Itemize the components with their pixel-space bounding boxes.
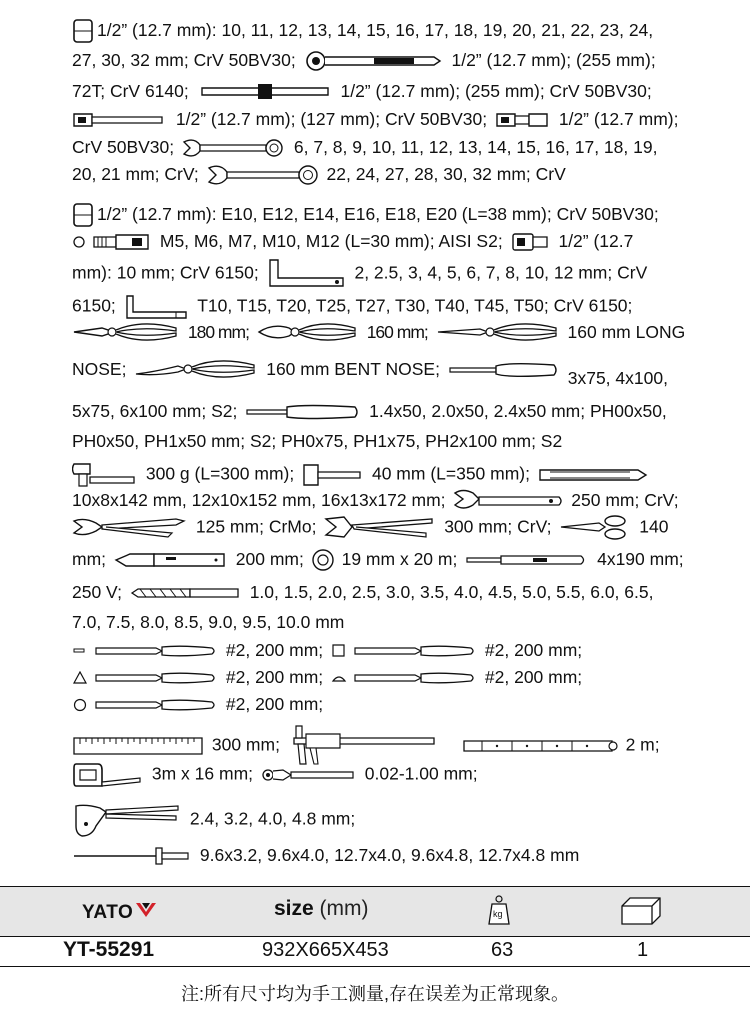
insulating-tape-icon [312,549,334,571]
combination-wrench-large-icon [207,165,319,185]
spec-line-15: 300 g (L=300 mm); 40 mm (L=350 mm); [72,462,686,488]
scissors-icon [559,515,631,541]
rivet-icon [72,845,192,867]
e-torx-socket-icon [72,203,94,227]
spec-line-20: 7.0, 7.5, 8.0, 8.5, 9.0, 9.5, 10.0 mm [72,612,345,632]
spec-line-12: NOSE; 160 mm BENT NOSE; 3x75, 4x100, [72,359,668,388]
long-nose-pliers-icon [436,321,560,345]
spec-line-1: 1/2” (12.7 mm): 10, 11, 12, 13, 14, 15, 16, 17, 18, 19, 20, 21, 22, 23, 24, [72,19,686,43]
feeler-gauge-icon [261,767,357,783]
file-row-1: #2, 200 mm; #2, 200 mm; [72,639,686,661]
water-pump-pliers-icon [324,515,436,541]
spec-line-14: PH0x50, PH1x50 mm; S2; PH0x75, PH1x75, PH2x100 mm; S2 [72,431,563,451]
adjustable-wrench-icon [453,489,563,513]
spec-line-10: 6150; T10, T15, T20, T25, T27, T30, T40, T45, T50; CrV 6150; [72,294,686,320]
weight-icon: kg [488,894,510,926]
triangle-file-icon [72,671,218,685]
combination-pliers-icon [72,321,180,345]
spec-line-19: 250 V; 1.0, 1.5, 2.0, 2.5, 3.0, 3.5, 4.0, 4.5, 5.0, 5.5, 6.0, 6.5, [72,582,654,602]
cold-chisel-icon [538,467,650,483]
steel-ruler-icon [72,735,204,757]
combination-wrench-icon [182,139,286,157]
flat-screwdriver-icon [448,360,560,380]
folding-ruler-icon [462,739,618,753]
spec-line-3: 72T; CrV 6140; 1/2” (12.7 mm); (255 mm); CrV 50BV30; [72,81,652,101]
diagonal-pliers-icon [257,321,359,345]
spec-line-11: 180 mm; 160 mm; 160 mm LONG [72,321,686,345]
file-row-2: #2, 200 mm; #2, 200 mm; [72,666,686,688]
rubber-mallet-icon [302,463,364,487]
spec-line-2: 27, 30, 32 mm; CrV 50BV30; 1/2” (12.7 mm); (255 mm); [72,50,656,70]
spec-line-7: 1/2” (12.7 mm): E10, E12, E14, E16, E18, E20 (L=38 mm); CrV 50BV30; [72,203,686,227]
drill-bit-icon [130,586,242,600]
measure-row-3: 2.4, 3.2, 4.0, 4.8 mm; [72,802,686,838]
measure-row-4: 9.6x3.2, 9.6x4.0, 12.7x4.0, 9.6x4.8, 12.7x4.8 mm [72,844,686,867]
size-header: size (mm) [274,897,369,920]
square-file-icon [331,644,477,658]
voltage-tester-icon [465,553,589,567]
box-icon [620,896,662,931]
file-row-3: #2, 200 mm; [72,693,686,715]
t-bar-icon [200,82,330,102]
locking-pliers-icon [72,515,188,541]
footer-data-row: YT-55291 932X665X453 63 1 [0,936,750,967]
measure-row-1: 300 mm; 2 m; [72,724,686,768]
hex-key-icon [267,258,347,290]
spline-bit-socket-icon [72,233,152,251]
tape-measure-icon [72,760,144,790]
spec-line-6: 20, 21 mm; CrV; 22, 24, 27, 28, 30, 32 mm; CrV [72,164,566,184]
ball-peen-hammer-icon [72,462,138,488]
spec-line-8: M5, M6, M7, M10, M12 (L=30 mm); AISI S2; 1/2” (12.7 [72,230,686,252]
bent-nose-pliers-icon [134,358,258,382]
universal-joint-icon [495,111,551,129]
half-round-file-icon [331,671,477,685]
rivet-gun-icon [72,802,182,838]
utility-knife-icon [114,550,228,570]
hex-socket-icon [511,232,551,252]
spec-line-5: CrV 50BV30; 6, 7, 8, 9, 10, 11, 12, 13, 14, 15, 16, 17, 18, 19, [72,137,658,157]
flat-file-icon [72,644,218,658]
measure-row-2: 3m x 16 mm; 0.02-1.00 mm; [72,760,686,790]
measurement-note: 注:所有尺寸均为手工测量,存在误差为正常现象。 [181,984,569,1004]
spec-line-9: mm): 10 mm; CrV 6150; 2, 2.5, 3, 4, 5, 6, 7, 8, 10, 12 mm; CrV [72,258,686,290]
round-file-icon [72,698,218,712]
spec-line-4: 1/2” (12.7 mm); (127 mm); CrV 50BV30; 1/2” (12.7 mm); [72,108,686,130]
precision-screwdriver-icon [245,402,361,422]
ratchet-handle-icon [304,51,444,71]
spec-line-13: 5x75, 6x100 mm; S2; 1.4x50, 2.0x50, 2.4x50 mm; PH00x50, [72,401,667,421]
yato-chevron-icon [135,901,157,924]
spec-line-17: 125 mm; CrMo; 300 mm; CrV; 140 [72,515,686,541]
footer-header-bar [0,886,750,937]
spec-line-18: mm; 200 mm; 19 mm x 20 m; 4x190 mm; [72,548,686,571]
socket-icon [72,19,94,43]
extension-bar-icon [72,112,168,128]
torx-key-icon [124,294,190,320]
brand-logo: YATO [82,901,157,924]
spec-line-16: 10x8x142 mm, 12x10x152 mm, 16x13x172 mm; 250 mm; CrV; [72,489,686,513]
